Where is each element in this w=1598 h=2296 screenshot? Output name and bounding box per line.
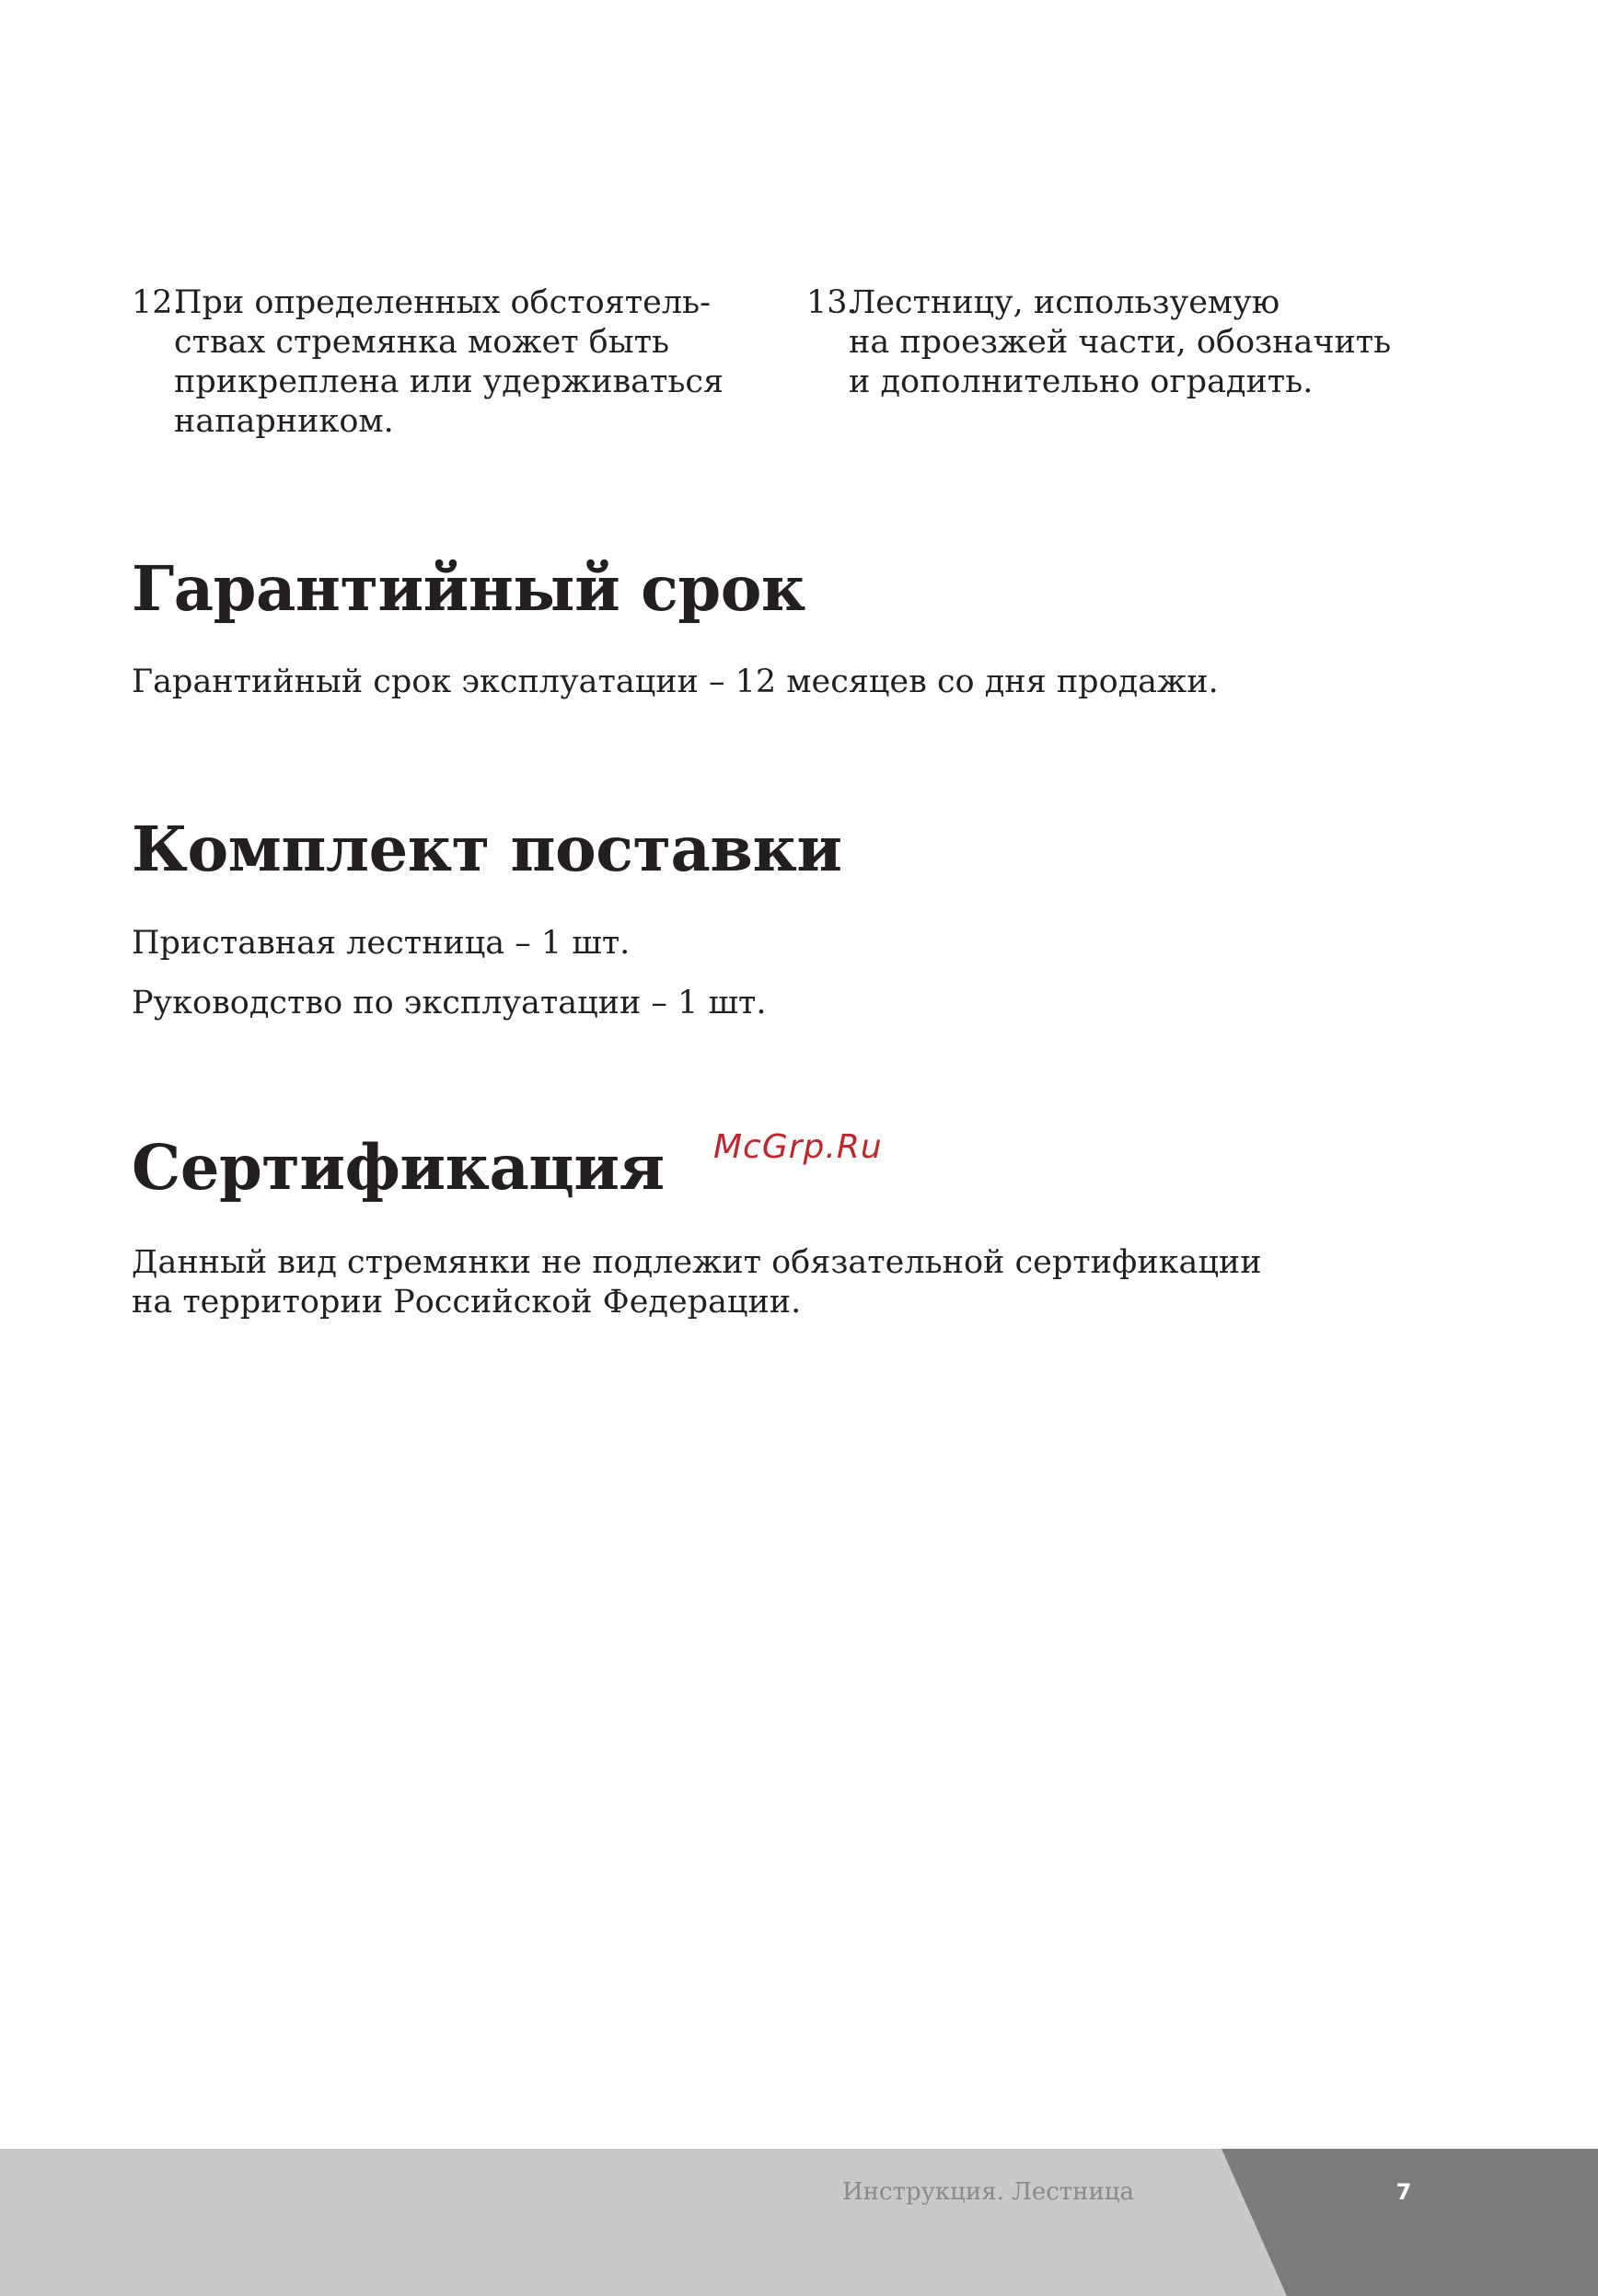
footer-page-tab (0, 2149, 1598, 2296)
kit-item-ladder: Приставная лестница – 1 шт. (132, 925, 631, 962)
list-item-text (174, 283, 776, 442)
page-number: 7 (1395, 2179, 1412, 2205)
certification-text (132, 1243, 1262, 1322)
list-item-text (849, 283, 1506, 402)
watermark-text: McGrp.Ru (713, 1128, 883, 1166)
list-item-line: Лестницу, используемую (849, 284, 1280, 321)
list-item-line: прикреплена или удерживаться (174, 363, 724, 400)
list-item-line: напарником. (174, 403, 394, 440)
footer-bar (0, 2149, 1598, 2296)
kit-heading: Комплект поставки (132, 813, 842, 885)
list-item-number: 12. (132, 284, 183, 321)
kit-item-manual: Руководство по эксплуатации – 1 шт. (132, 985, 767, 1021)
footer-document-title: Инструкция. Лестница (842, 2178, 1135, 2206)
list-item-line: и дополнительно оградить. (849, 363, 1314, 400)
list-item-line: ствах стремянка может быть (174, 324, 670, 361)
certification-line: Данный вид стремянки не подлежит обязательной сертификации (132, 1244, 1262, 1281)
warranty-heading: Гарантийный срок (132, 552, 805, 625)
list-item-13 (806, 283, 1506, 402)
list-item-line: на проезжей части, обозначить (849, 324, 1392, 361)
warranty-text: Гарантийный срок эксплуатации – 12 месяцев со дня продажи. (132, 663, 1219, 700)
list-item-12 (132, 283, 776, 442)
list-item-line: При определенных обстоятель- (174, 284, 711, 321)
certification-line: на территории Российской Федерации. (132, 1284, 802, 1321)
list-item-number: 13. (806, 284, 858, 321)
certification-heading: Сертификация (132, 1131, 665, 1204)
